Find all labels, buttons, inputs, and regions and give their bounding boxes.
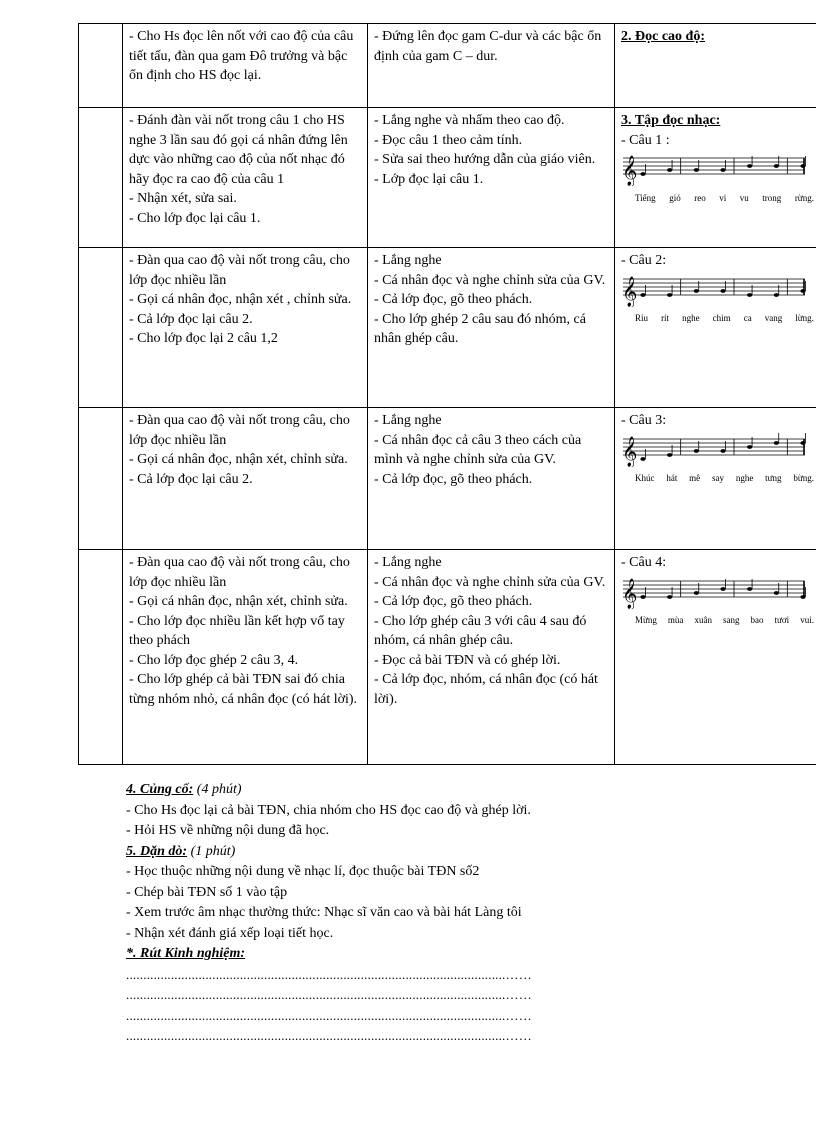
lyric-word: nghe xyxy=(735,473,754,483)
music-staff-block xyxy=(621,433,816,485)
row-margin-cell xyxy=(79,108,123,248)
student-activity-line: - Đứng lên đọc gam C-dur và các bậc ổn định của gam C – dur. xyxy=(374,29,602,64)
student-activity-line: - Cả lớp đọc, gõ theo phách. xyxy=(374,471,533,487)
section5-item: - Học thuộc những nội dung về nhạc lí, đọc thuộc bài TĐN số2 xyxy=(126,864,480,879)
student-activity-line: - Lắng nghe và nhẩm theo cao độ. xyxy=(374,113,565,128)
note-head xyxy=(774,441,779,445)
lyrics-row xyxy=(621,473,816,484)
student-activity-line: - Cho lớp ghép 2 câu sau đó nhóm, cá nhân ghép câu. xyxy=(374,311,586,346)
student-activity-cell xyxy=(368,108,615,248)
note-head xyxy=(667,293,672,297)
content-cell xyxy=(615,408,816,550)
dotted-line: ..............................................................................................................…… xyxy=(126,966,532,982)
lyric-word: say xyxy=(711,473,724,483)
student-activity-line: - Cho lớp ghép câu 3 với câu 4 sau đó nhóm, cá nhân ghép câu. xyxy=(374,613,587,648)
student-activity-line: - Cả lớp đọc, nhóm, cá nhân đọc (có hát lời). xyxy=(374,672,598,707)
music-staff xyxy=(621,433,806,467)
teacher-activity-line: - Đàn qua cao độ vài nốt trong câu, cho lớp đọc nhiều lần xyxy=(129,555,350,590)
section5-duration: (1 phút) xyxy=(190,843,236,859)
lyric-word: mê xyxy=(689,473,701,483)
experience-heading: *. Rút Kinh nghiệm: xyxy=(126,946,246,961)
student-activity-cell xyxy=(368,550,615,765)
content-cell xyxy=(615,24,816,108)
note-head xyxy=(640,595,645,599)
note-head xyxy=(747,587,752,591)
note-head xyxy=(720,289,725,293)
section4-heading: 4. Củng cố: xyxy=(126,782,194,797)
closing-sections xyxy=(126,780,766,1047)
lyrics-row xyxy=(621,313,816,324)
note-head xyxy=(667,168,672,172)
lyrics-row xyxy=(621,193,816,204)
dotted-line: ..............................................................................................................…… xyxy=(126,1007,532,1023)
note-head xyxy=(774,591,779,595)
student-activity-line: - Đọc cả bài TĐN và có ghép lời. xyxy=(374,652,561,668)
content-cell xyxy=(615,550,816,765)
dotted-line: ..............................................................................................................…… xyxy=(126,987,532,1002)
lyric-word: chim xyxy=(712,313,731,323)
music-staff-block xyxy=(621,575,816,627)
lyric-word: reo xyxy=(694,192,706,203)
lesson-row xyxy=(79,108,816,248)
content-cell xyxy=(615,248,816,408)
phrase-label: - Câu 3: xyxy=(621,413,667,428)
note-head xyxy=(667,453,672,457)
note-head xyxy=(800,595,805,599)
teacher-activity-line: - Gọi cá nhân đọc, nhận xét , chỉnh sửa. xyxy=(129,292,352,307)
row-margin-cell xyxy=(79,550,123,765)
lyric-word: vu xyxy=(739,192,749,203)
student-activity-line: - Lớp đọc lại câu 1. xyxy=(374,171,484,187)
lesson-row xyxy=(79,550,816,765)
lyric-word: Mừng xyxy=(635,615,657,625)
student-activity-line: - Cá nhân đọc và nghe chỉnh sửa của GV. xyxy=(374,272,606,288)
note-head xyxy=(640,172,645,176)
note-head xyxy=(640,457,645,461)
note-head xyxy=(720,168,725,172)
phrase-label: - Câu 4: xyxy=(621,555,667,570)
teacher-activity-line: - Cả lớp đọc lại câu 2. xyxy=(129,311,253,327)
section4-item: - Hỏi HS về những nội dung đã học. xyxy=(126,823,330,838)
note-head xyxy=(694,168,699,172)
lyric-word: tưng xyxy=(765,473,782,483)
note-head xyxy=(720,449,725,453)
teacher-activity-cell xyxy=(123,24,368,108)
lyric-word: gió xyxy=(669,192,681,203)
lesson-row xyxy=(79,24,816,108)
section4-heading-line xyxy=(126,780,766,801)
teacher-activity-line: - Cả lớp đọc lại câu 2. xyxy=(129,471,253,487)
note-head xyxy=(694,449,699,453)
music-staff xyxy=(621,575,806,609)
lyric-word: Khúc xyxy=(635,473,655,483)
student-activity-line: - Cá nhân đọc cả câu 3 theo cách của mình và nghe chỉnh sửa của GV. xyxy=(374,432,582,467)
note-head xyxy=(800,164,805,168)
treble-clef-icon: 𝄞 xyxy=(622,436,638,467)
teacher-activity-line: - Cho lớp đọc lại câu 1. xyxy=(129,210,261,226)
teacher-activity-line: - Gọi cá nhân đọc, nhận xét, chỉnh sửa. xyxy=(129,452,348,467)
lesson-table xyxy=(78,23,816,765)
music-staff-block xyxy=(621,152,816,204)
section5-item: - Nhận xét đánh giá xếp loại tiết học. xyxy=(126,925,334,941)
lyric-word: vui. xyxy=(800,615,814,625)
lyrics-row xyxy=(621,615,816,626)
note-head xyxy=(747,445,752,449)
teacher-activity-line: - Gọi cá nhân đọc, nhận xét, chỉnh sửa. xyxy=(129,594,348,609)
lyric-word: bao xyxy=(750,615,764,625)
lyric-word: Tiếng xyxy=(635,192,656,203)
lyric-word: trong xyxy=(762,192,782,203)
section5-item: - Xem trước âm nhạc thường thức: Nhạc sĩ văn cao và bài hát Làng tôi xyxy=(126,905,522,920)
teacher-activity-cell xyxy=(123,550,368,765)
lyric-word: lừng. xyxy=(795,313,814,323)
student-activity-cell xyxy=(368,408,615,550)
teacher-activity-line: - Cho Hs đọc lên nốt với cao độ của câu tiết tấu, đàn qua gam Đô trưởng và bậc ổn định cho HS đọc lại. xyxy=(129,29,354,83)
phrase-label: - Câu 2: xyxy=(621,253,667,268)
teacher-activity-line: - Cho lớp ghép cả bài TĐN sai đó chia từng nhóm nhỏ, cá nhân đọc (có hát lời). xyxy=(129,672,358,707)
student-activity-cell xyxy=(368,24,615,108)
lyric-word: xuân xyxy=(694,615,712,625)
note-head xyxy=(720,587,725,591)
teacher-activity-line: - Cho lớp đọc nhiều lần kết hợp vổ tay theo phách xyxy=(129,613,345,648)
note-head xyxy=(694,591,699,595)
dotted-line: ..............................................................................................................…… xyxy=(126,1028,532,1043)
note-head xyxy=(640,293,645,297)
student-activity-line: - Cả lớp đọc, gõ theo phách. xyxy=(374,292,533,307)
experience-heading-line xyxy=(126,944,766,965)
music-staff xyxy=(621,273,806,307)
row-margin-cell xyxy=(79,24,123,108)
lyric-word: mùa xyxy=(667,615,684,625)
lyric-word: ca xyxy=(743,313,752,323)
note-head xyxy=(747,164,752,168)
teacher-activity-line: - Đánh đàn vài nốt trong câu 1 cho HS nghe 3 lần sau đó gọi cá nhân đứng lên dực vào những cao độ của nốt nhạc đó hãy đọc ra cao độ của câu 1 xyxy=(129,113,348,187)
treble-clef-icon: 𝄞 xyxy=(622,156,638,186)
student-activity-line: - Lắng nghe xyxy=(374,555,442,570)
lesson-row xyxy=(79,408,816,550)
lyric-word: vi xyxy=(719,192,727,203)
note-head xyxy=(694,289,699,293)
student-activity-line: - Đọc câu 1 theo cảm tính. xyxy=(374,132,523,148)
teacher-activity-cell xyxy=(123,108,368,248)
lyric-word: tươi xyxy=(774,615,790,625)
lyric-word: bừng. xyxy=(793,473,814,483)
teacher-activity-line: - Đàn qua cao độ vài nốt trong câu, cho lớp đọc nhiều lần xyxy=(129,413,350,448)
note-head xyxy=(800,441,805,445)
phrase-label: - Câu 1 : xyxy=(621,132,670,148)
student-activity-line: - Sửa sai theo hướng dẫn của giáo viên. xyxy=(374,152,596,167)
content-cell xyxy=(615,108,816,248)
student-activity-line: - Cá nhân đọc và nghe chỉnh sửa của GV. xyxy=(374,574,606,590)
lyric-word: sang xyxy=(722,615,740,625)
section4-item: - Cho Hs đọc lại cả bài TĐN, chia nhóm cho HS đọc cao độ và ghép lời. xyxy=(126,802,531,818)
music-staff xyxy=(621,152,806,186)
lyric-word: Ríu xyxy=(635,313,649,323)
note-head xyxy=(774,293,779,297)
note-head xyxy=(800,289,805,293)
lyric-word: vang xyxy=(764,313,783,323)
section5-heading: 5. Dặn dò: xyxy=(126,843,188,859)
lyric-word: hát xyxy=(666,473,678,483)
section5-item: - Chép bài TĐN số 1 vào tập xyxy=(126,884,288,900)
teacher-activity-cell xyxy=(123,248,368,408)
lyric-word: rừng. xyxy=(794,192,814,203)
student-activity-line: - Lắng nghe xyxy=(374,413,442,428)
teacher-activity-cell xyxy=(123,408,368,550)
section4-duration: (4 phút) xyxy=(196,782,242,797)
content-title: 3. Tập đọc nhạc: xyxy=(621,113,721,128)
section5-heading-line xyxy=(126,842,766,863)
note-head xyxy=(667,595,672,599)
lyric-word: rít xyxy=(661,313,670,323)
teacher-activity-line: - Nhận xét, sửa sai. xyxy=(129,191,237,206)
lyric-word: nghe xyxy=(682,313,700,323)
row-margin-cell xyxy=(79,408,123,550)
student-activity-cell xyxy=(368,248,615,408)
note-head xyxy=(747,293,752,297)
lesson-row xyxy=(79,248,816,408)
treble-clef-icon: 𝄞 xyxy=(622,276,638,307)
student-activity-line: - Lắng nghe xyxy=(374,253,442,268)
music-staff-block xyxy=(621,273,816,325)
note-head xyxy=(774,164,779,168)
student-activity-line: - Cả lớp đọc, gõ theo phách. xyxy=(374,594,533,609)
teacher-activity-line: - Cho lớp đọc lại 2 câu 1,2 xyxy=(129,331,278,346)
content-title: 2. Đọc cao độ: xyxy=(621,29,705,44)
teacher-activity-line: - Đàn qua cao độ vài nốt trong câu, cho lớp đọc nhiều lần xyxy=(129,253,350,288)
treble-clef-icon: 𝄞 xyxy=(622,578,638,609)
teacher-activity-line: - Cho lớp đọc ghép 2 câu 3, 4. xyxy=(129,652,299,668)
row-margin-cell xyxy=(79,248,123,408)
